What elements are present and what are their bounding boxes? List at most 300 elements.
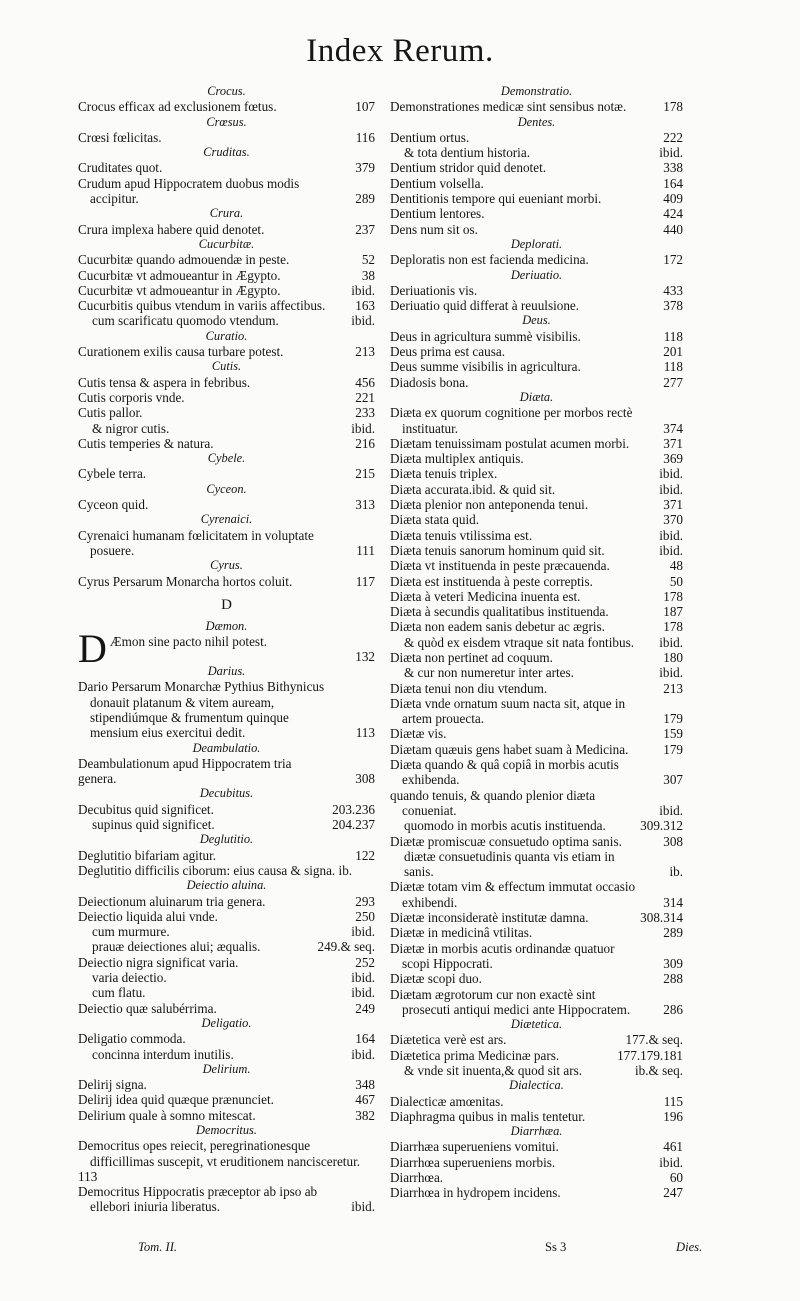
entry-heading: Deglutitio. — [199, 832, 254, 847]
left-column — [78, 84, 375, 1215]
index-entry — [390, 635, 683, 650]
index-entry — [390, 283, 683, 298]
index-entry — [78, 1092, 375, 1107]
index-entry — [390, 1032, 683, 1047]
index-entry — [390, 742, 683, 757]
page-reference: 369 — [663, 451, 683, 467]
index-entry — [78, 894, 375, 909]
entry-text: Dentium ortus. — [390, 129, 470, 145]
index-entry — [390, 788, 683, 819]
page-reference: 308.314 — [640, 910, 683, 926]
entry-text: concinna interdum inutilis. — [92, 1046, 234, 1062]
index-entry — [78, 574, 375, 589]
index-entry — [78, 1169, 375, 1184]
entry-text: Deriuatio quid differat à reuulsione. — [390, 298, 580, 314]
page-reference: 233 — [355, 405, 375, 421]
page-reference: 307 — [663, 772, 683, 788]
page-reference: ibid. — [351, 985, 375, 1001]
entry-text: Diæta multiplex antiquis. — [390, 451, 524, 467]
index-entry — [390, 1094, 683, 1109]
entry-text: Demonstrationes medicæ sint sensibus notæ. — [390, 99, 627, 115]
page-reference: 249 — [355, 1000, 375, 1016]
index-entry — [78, 176, 375, 207]
index-entry — [390, 1170, 683, 1185]
entry-heading: Crocus. — [207, 84, 246, 98]
page-reference: 371 — [663, 497, 683, 513]
entry-text: Deambulationum apud Hippocratem tria genera. — [78, 755, 292, 787]
page-reference: 433 — [663, 282, 683, 298]
entry-text: quando tenuis, & quando plenior diæta conueniat. — [390, 787, 596, 818]
page-reference: 178 — [663, 619, 683, 635]
index-entry — [78, 298, 375, 313]
entry-heading: Darius. — [207, 664, 246, 679]
page-reference: 247 — [663, 1185, 683, 1201]
page-reference: 371 — [663, 435, 683, 451]
entry-heading: Cyrenaici. — [200, 512, 253, 527]
entry-text: Diætæ in morbis acutis ordinandæ quatuor scopi Hippocrati. — [390, 940, 615, 971]
index-entry — [78, 130, 375, 145]
page-reference: 288 — [663, 971, 683, 987]
entry-heading: Diarrhæa. — [510, 1124, 563, 1139]
index-entry — [78, 1001, 375, 1016]
index-entry — [78, 222, 375, 237]
page-reference: 308 — [355, 771, 375, 787]
entry-text: Diætetica prima Medicinæ pars. — [390, 1047, 560, 1063]
entry-text: Diætæ inconsideratè institutæ damna. — [390, 910, 589, 926]
index-entry — [78, 375, 375, 390]
index-entry — [390, 757, 683, 788]
entry-text: Diæta tenuis sanorum hominum quid sit. — [390, 542, 605, 558]
page-reference: 178 — [663, 99, 683, 115]
entry-text: Diæta vnde ornatum suum nacta sit, atque in artem prouecta. — [390, 695, 626, 727]
page-reference: 308 — [663, 833, 683, 849]
index-entry — [390, 971, 683, 986]
page-reference: ibid. — [659, 542, 683, 558]
entry-text: Diætæ promiscuæ consuetudo optima sanis. — [390, 833, 622, 849]
index-entry — [78, 283, 375, 298]
entry-heading: Dialectica. — [509, 1078, 564, 1093]
entry-text: Æmon sine pacto nihil potest. — [109, 634, 268, 650]
entry-text: Deploratis non est facienda medicina. — [390, 252, 589, 268]
page-reference: 164 — [663, 175, 683, 191]
index-entry — [390, 298, 683, 313]
entry-text: cum flatu. — [92, 985, 146, 1001]
entry-text: Diætæ in medicinâ vtilitas. — [390, 925, 533, 941]
index-entry — [78, 1031, 375, 1046]
page-reference: 163 — [355, 298, 375, 314]
entry-text: Deiectio quæ salubérrima. — [78, 1000, 217, 1016]
entry-text: Crura implexa habere quid denotet. — [78, 221, 265, 237]
entry-text: Dens num sit os. — [390, 221, 478, 237]
page-reference: ibid. — [659, 527, 683, 543]
page-reference: 348 — [355, 1077, 375, 1093]
page-reference: 252 — [355, 954, 375, 970]
entry-heading: Deus. — [522, 313, 551, 328]
page-reference: 289 — [663, 925, 683, 941]
entry-text: Dentium lentores. — [390, 206, 485, 222]
entry-text: Diadosis bona. — [390, 374, 469, 390]
page-reference: 111 — [356, 542, 375, 558]
index-entry — [390, 466, 683, 481]
page-reference: 50 — [669, 573, 683, 589]
page-reference: 118 — [663, 328, 683, 344]
entry-heading: Deriuatio. — [510, 267, 563, 282]
page-reference: 164 — [355, 1031, 375, 1047]
index-entry — [390, 512, 683, 527]
page-reference: 115 — [663, 1093, 683, 1109]
entry-heading: Deiectio aluina. — [186, 878, 267, 893]
page-reference: ibid. — [351, 420, 375, 436]
page-reference: 203.236 — [332, 801, 375, 817]
index-entry — [390, 405, 683, 436]
entry-text: Democritus Hippocratis præceptor ab ipso ab ellebori iniuria liberatus. — [78, 1184, 318, 1215]
entry-text: Diarrhœa superueniens morbis. — [390, 1154, 556, 1170]
index-entry — [390, 1155, 683, 1170]
index-entry — [390, 941, 683, 972]
page-reference: 424 — [663, 206, 683, 222]
entry-text: Dialecticæ amœnitas. — [390, 1093, 504, 1109]
entry-text: Dario Persarum Monarchæ Pythius Bithynicus donauit platanum & vitem auream, stipendiúmque & frumentum quinque mensium eius exercitui dedit. — [78, 679, 325, 741]
page-reference: 314 — [663, 894, 683, 910]
page-title: Index Rerum. — [306, 33, 494, 69]
right-column — [390, 84, 683, 1201]
entry-heading: Cruditas. — [203, 145, 250, 160]
index-entry — [78, 1077, 375, 1092]
entry-text: Diætæ scopi duo. — [390, 971, 482, 987]
index-entry — [390, 589, 683, 604]
entry-text: Diætæ vis. — [390, 726, 447, 742]
index-entry — [390, 1109, 683, 1124]
page-reference: 378 — [663, 298, 683, 314]
page-reference: 196 — [663, 1108, 683, 1124]
entry-text: Delirij signa. — [78, 1077, 147, 1093]
page-reference: ibid. — [351, 313, 375, 329]
index-entry — [390, 130, 683, 145]
entry-text: Diæta ex quorum cognitione per morbos rectè instituatur. — [390, 405, 633, 436]
page-reference: 309 — [663, 955, 683, 971]
entry-text: Diætam tenuissimam postulat acumen morbi. — [390, 435, 630, 451]
index-entry — [390, 818, 683, 833]
index-entry — [78, 497, 375, 512]
entry-text: Deligatio commoda. — [78, 1031, 186, 1047]
index-entry — [390, 206, 683, 221]
index-entry — [390, 619, 683, 634]
index-entry — [390, 329, 683, 344]
page-reference: 409 — [663, 191, 683, 207]
entry-heading: Deplorati. — [510, 236, 563, 251]
page-reference: 461 — [663, 1139, 683, 1155]
entry-text: Cutis temperies & natura. — [78, 435, 214, 451]
index-entry — [78, 1047, 375, 1062]
page-reference: 293 — [355, 893, 375, 909]
entry-heading: Cucurbitæ. — [198, 236, 255, 251]
entry-text: varia deiectio. — [92, 970, 167, 986]
index-entry — [78, 756, 375, 787]
page-reference: ibid. — [351, 1046, 375, 1062]
entry-text: cum scarificatu quomodo vtendum. — [92, 313, 279, 329]
section-letter: D — [221, 596, 232, 613]
page-reference: ibid. — [351, 1199, 375, 1215]
entry-text: Diætetica verè est ars. — [390, 1032, 507, 1048]
index-entry — [390, 344, 683, 359]
index-entry — [78, 252, 375, 267]
index-entry — [390, 222, 683, 237]
entry-text: Diætam ægrotorum cur non exactè sint prosecuti antiqui medici ante Hippocratem. — [390, 986, 631, 1017]
entry-text: Crocus efficax ad exclusionem fœtus. — [78, 99, 277, 115]
page-reference: ibid. — [659, 466, 683, 482]
page-reference: 118 — [663, 359, 683, 375]
page-reference: ibid. — [351, 282, 375, 298]
entry-heading: Cyceon. — [206, 481, 247, 496]
entry-text: Diætæ totam vim & effectum immutat occasio exhibendi. — [390, 879, 636, 910]
page-reference: 221 — [355, 389, 375, 405]
entry-text: Cruditates quot. — [78, 160, 163, 176]
entry-text: quomodo in morbis acutis instituenda. — [404, 818, 606, 834]
page-reference: 440 — [663, 221, 683, 237]
entry-heading: Curatio. — [205, 328, 248, 343]
entry-text: & vnde sit inuenta,& quod sit ars. — [404, 1063, 583, 1078]
page-reference: 52 — [361, 252, 375, 268]
entry-text: Cyrenaici humanam fœlicitatem in voluptate posuere. — [78, 527, 314, 558]
entry-heading: Dentes. — [517, 114, 556, 129]
page-reference: 116 — [355, 129, 375, 145]
page-reference: 213 — [663, 680, 683, 696]
entry-text: diætæ consuetudinis quanta vis etiam in sanis. — [404, 848, 615, 880]
page-reference: 277 — [663, 374, 683, 390]
entry-heading: Cybele. — [207, 451, 246, 466]
entry-text: Diarrhœa. — [390, 1170, 444, 1186]
index-entry — [78, 1184, 375, 1215]
index-entry — [78, 390, 375, 405]
index-entry — [390, 482, 683, 497]
index-entry — [78, 848, 375, 863]
entry-text: Cutis tensa & aspera in febribus. — [78, 374, 251, 390]
page-reference: ibid. — [659, 481, 683, 497]
entry-text: Deriuationis vis. — [390, 282, 478, 298]
page-reference: ibid. — [659, 145, 683, 161]
entry-text: supinus quid significet. — [92, 817, 215, 833]
entry-text: & cur non numeretur inter artes. — [404, 665, 574, 681]
page-reference: 178 — [663, 588, 683, 604]
index-entry — [78, 970, 375, 985]
index-entry — [78, 436, 375, 451]
index-entry — [390, 574, 683, 589]
entry-text: Deglutitio bifariam agitur. — [78, 847, 217, 863]
entry-text: Crudum apud Hippocratem duobus modis accipitur. — [78, 175, 300, 207]
index-entry — [390, 528, 683, 543]
page-reference: 309.312 — [640, 818, 683, 834]
page-reference: 222 — [663, 129, 683, 145]
entry-text: Deus summe visibilis in agricultura. — [390, 359, 581, 375]
entry-text: Diarrhæa superueniens vomitui. — [390, 1139, 559, 1155]
entry-heading: Cutis. — [211, 359, 242, 374]
index-entry — [390, 681, 683, 696]
index-entry — [78, 466, 375, 481]
index-entry — [390, 726, 683, 741]
index-entry — [78, 985, 375, 1000]
entry-heading: Crœsus. — [206, 114, 247, 129]
footer-signature: Ss 3 — [545, 1240, 567, 1254]
page-reference: 132 — [355, 648, 375, 664]
entry-text: Diæta stata quid. — [390, 512, 480, 528]
page-reference: 159 — [663, 726, 683, 742]
index-entry — [78, 1108, 375, 1123]
page-reference: 382 — [355, 1107, 375, 1123]
index-entry — [78, 924, 375, 939]
entry-heading: Deligatio. — [201, 1015, 252, 1030]
page-reference: ibid. — [659, 634, 683, 650]
index-entry — [78, 421, 375, 436]
page-reference: 215 — [355, 466, 375, 482]
page-reference: 250 — [355, 908, 375, 924]
page-reference: 107 — [355, 99, 375, 115]
entry-text: Cucurbitæ vt admoueantur in Ægypto. — [78, 267, 281, 283]
entry-heading: Diæta. — [519, 389, 554, 404]
entry-heading: Deambulatio. — [192, 740, 261, 755]
index-entry — [390, 160, 683, 175]
entry-text: Diæta non pertinet ad coquum. — [390, 649, 553, 665]
entry-text: Deus prima est causa. — [390, 344, 505, 360]
entry-text: Deus in agricultura summè visibilis. — [390, 328, 581, 344]
page-reference: 172 — [663, 252, 683, 268]
entry-text: 113 — [78, 1168, 98, 1184]
index-entry — [390, 99, 683, 114]
entry-text: Cucurbitæ quando admouendæ in peste. — [78, 252, 290, 268]
entry-heading: Decubitus. — [199, 786, 254, 801]
entry-text: Cyrus Persarum Monarcha hortos coluit. — [78, 573, 293, 589]
entry-text: Democritus opes reiecit, peregrinationesque difficillimas suscepit, vt eruditionem nancisceretur. — [78, 1138, 361, 1169]
page-reference: ibid. — [659, 802, 683, 818]
entry-heading: Crura. — [209, 206, 244, 221]
entry-text: Deiectionum aluinarum tria genera. — [78, 893, 266, 909]
entry-text: & tota dentium historia. — [404, 145, 530, 161]
index-entry — [78, 268, 375, 283]
entry-text: & nigror cutis. — [92, 420, 170, 436]
entry-text: Decubitus quid significet. — [78, 801, 214, 817]
index-entry — [390, 191, 683, 206]
entry-heading: Democritus. — [196, 1123, 257, 1137]
index-entry — [390, 879, 683, 910]
index-entry — [78, 313, 375, 328]
page-reference: ibid. — [351, 970, 375, 986]
entry-heading: Dæmon. — [205, 618, 248, 633]
page-reference: 313 — [355, 497, 375, 513]
page-reference: 286 — [663, 1001, 683, 1017]
page-reference: 338 — [663, 160, 683, 176]
entry-text: cum murmure. — [92, 924, 170, 940]
index-entry — [390, 1063, 683, 1078]
index-entry — [390, 987, 683, 1018]
entry-text: prauæ deiectiones alui; æqualis. — [92, 939, 261, 955]
page-reference: 60 — [669, 1170, 683, 1186]
index-entry — [390, 696, 683, 727]
index-entry — [78, 817, 375, 832]
entry-text: Deiectio liquida alui vnde. — [78, 908, 218, 924]
page-reference: 467 — [355, 1092, 375, 1108]
index-entry — [390, 436, 683, 451]
page-reference: 180 — [663, 649, 683, 665]
entry-text: Diæta accurata.ibid. & quid sit. — [390, 481, 556, 497]
page-reference: ibid. — [351, 924, 375, 940]
index-entry — [390, 910, 683, 925]
index-entry — [390, 375, 683, 390]
page-reference: 122 — [355, 847, 375, 863]
index-entry — [390, 252, 683, 267]
index-entry — [78, 99, 375, 114]
page-reference: ib. — [669, 864, 683, 880]
entry-heading: Delirium. — [202, 1061, 251, 1076]
index-entry — [390, 543, 683, 558]
index-entry — [390, 1139, 683, 1154]
entry-text: Cyceon quid. — [78, 497, 149, 513]
entry-text: Cucurbitæ vt admoueantur in Ægypto. — [78, 282, 281, 298]
index-entry — [78, 679, 375, 740]
index-entry — [78, 939, 375, 954]
index-entry — [390, 558, 683, 573]
entry-text: Delirium quale à somno mitescat. — [78, 1107, 256, 1123]
index-entry — [390, 451, 683, 466]
footer-volume: Tom. II. — [138, 1240, 178, 1254]
entry-text: Cucurbitis quibus vtendum in variis affectibus. — [78, 298, 326, 314]
drop-cap: D — [78, 626, 107, 672]
index-entry — [390, 834, 683, 849]
page-reference: 237 — [355, 221, 375, 237]
entry-text: Diæta quando & quâ copiâ in morbis acutis exhibenda. — [390, 757, 619, 788]
page-reference: ib.& seq. — [635, 1063, 683, 1078]
page-reference: 48 — [669, 558, 683, 574]
page-reference: 179 — [663, 741, 683, 757]
entry-text: Crœsi fœlicitas. — [78, 129, 162, 145]
entry-heading: Cyrus. — [210, 558, 243, 573]
entry-text: Deglutitio difficilis ciborum: eius causa & signa. ib. — [78, 862, 353, 878]
index-entry — [390, 145, 683, 160]
page-reference: 289 — [355, 191, 375, 207]
index-entry — [78, 344, 375, 359]
entry-heading: Diætetica. — [510, 1017, 563, 1032]
footer-catchword: Dies. — [676, 1240, 703, 1254]
page-reference: 177.179.181 — [617, 1047, 683, 1063]
page-reference: 456 — [355, 374, 375, 390]
entry-text: Delirij idea quid quæque prænunciet. — [78, 1092, 274, 1108]
index-entry — [390, 497, 683, 512]
index-entry — [390, 1048, 683, 1063]
page-reference: ibid. — [659, 1154, 683, 1170]
entry-text: Dentium volsella. — [390, 175, 484, 191]
page-reference: 370 — [663, 512, 683, 528]
page-reference: 187 — [663, 604, 683, 620]
entry-text: Diætam quæuis gens habet suam à Medicina. — [390, 741, 629, 757]
page-reference: 379 — [355, 160, 375, 176]
index-entry — [78, 863, 375, 878]
page-reference: 113 — [355, 725, 375, 741]
entry-text: Diæta plenior non anteponenda tenui. — [390, 497, 589, 513]
index-entry — [78, 802, 375, 817]
index-entry — [390, 665, 683, 680]
page-reference: 213 — [355, 344, 375, 360]
index-entry — [390, 925, 683, 940]
page-reference: 117 — [355, 573, 375, 589]
index-entry — [390, 176, 683, 191]
page-reference: 249.& seq. — [317, 939, 375, 955]
index-entry — [390, 604, 683, 619]
entry-text: Diæta à secundis qualitatibus instituenda. — [390, 604, 609, 620]
index-entry — [390, 1185, 683, 1200]
entry-text: Diæta est instituenda à peste correptis. — [390, 573, 593, 589]
index-entry — [390, 849, 683, 880]
entry-text: Diarrhœa in hydropem incidens. — [390, 1185, 561, 1201]
entry-heading: Demonstratio. — [500, 84, 573, 98]
entry-text: Diæta à veteri Medicina inuenta est. — [390, 588, 581, 604]
